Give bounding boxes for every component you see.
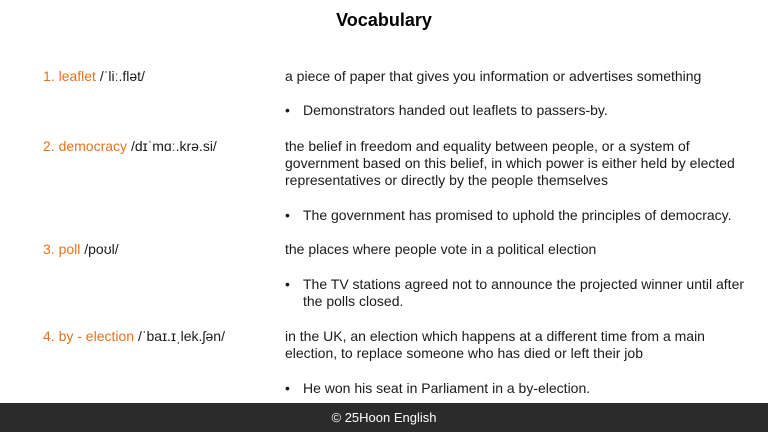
term-word: 2. democracy bbox=[43, 138, 128, 154]
term-pronunciation: /ˈliː.flət/ bbox=[99, 68, 145, 84]
term-word: 1. leaflet bbox=[43, 68, 96, 84]
bullet-icon: • bbox=[285, 207, 290, 223]
term-word: 3. poll bbox=[43, 241, 81, 257]
vocab-term-1 bbox=[43, 68, 145, 85]
vocab-definition-2: the belief in freedom and equality between people, or a system of government based on this belief, in which power is either held by elected representatives or directly by the people themselves bbox=[285, 138, 735, 188]
example-text: Demonstrators handed out leaflets to passers-by. bbox=[303, 102, 608, 118]
vocab-definition-1: a piece of paper that gives you information or advertises something bbox=[285, 68, 702, 84]
vocab-example-4 bbox=[285, 380, 755, 397]
vocab-example-3 bbox=[285, 276, 755, 310]
bullet-icon: • bbox=[285, 276, 290, 292]
term-word: 4. by - election bbox=[43, 328, 135, 344]
example-text: The TV stations agreed not to announce the projected winner until after the polls closed. bbox=[303, 276, 745, 309]
vocab-term-2 bbox=[43, 138, 217, 155]
example-text: He won his seat in Parliament in a by-election. bbox=[303, 380, 591, 396]
page-title: Vocabulary bbox=[336, 10, 432, 30]
copyright-footer: © 25Hoon English bbox=[0, 403, 768, 432]
vocab-example-1 bbox=[285, 102, 755, 119]
term-pronunciation: /poʊl/ bbox=[84, 241, 119, 257]
bullet-icon: • bbox=[285, 380, 290, 396]
example-text: The government has promised to uphold the principles of democracy. bbox=[303, 207, 732, 223]
vocab-term-3 bbox=[43, 241, 119, 258]
bullet-icon: • bbox=[285, 102, 290, 118]
vocab-term-4 bbox=[43, 328, 225, 345]
vocab-definition-4: in the UK, an election which happens at a different time from a main election, to replace someone who has died or left their job bbox=[285, 328, 705, 361]
vocab-definition-3: the places where people vote in a political election bbox=[285, 241, 597, 257]
vocab-example-2 bbox=[285, 207, 755, 224]
term-pronunciation: /ˈbaɪ.ɪˌlek.ʃən/ bbox=[137, 328, 225, 344]
term-pronunciation: /dɪˈmɑː.krə.si/ bbox=[130, 138, 217, 154]
